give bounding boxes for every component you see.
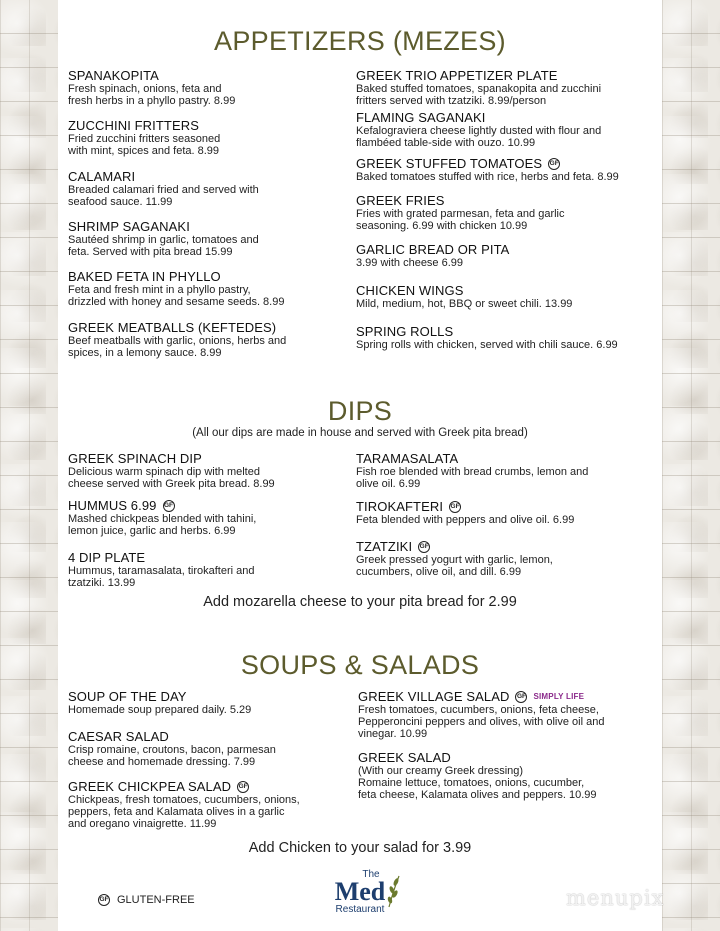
item-desc: Hummus, taramasalata, tirokafteri and [68, 565, 255, 577]
menu-item [356, 157, 656, 183]
item-name: GARLIC BREAD OR PITA [356, 242, 510, 257]
logo-restaurant: Restaurant [335, 904, 385, 915]
menu-item [68, 690, 368, 716]
menu-item [68, 270, 368, 308]
gluten-free-icon: GF [418, 541, 430, 553]
menu-item [356, 111, 656, 149]
item-desc: Feta blended with peppers and olive oil. 6.99 [356, 514, 575, 526]
item-desc: Fresh spinach, onions, feta and [68, 83, 222, 95]
item-name: 4 DIP PLATE [68, 550, 146, 565]
item-desc: fresh herbs in a phyllo pastry. 8.99 [68, 95, 236, 107]
item-desc: drizzled with honey and sesame seeds. 8.99 [68, 296, 285, 308]
menu-item [356, 284, 656, 310]
menu-item [68, 170, 368, 208]
item-desc: (With our creamy Greek dressing) [358, 765, 524, 777]
menu-item [356, 325, 656, 351]
item-desc: seasoning. 6.99 with chicken 10.99 [356, 220, 528, 232]
item-desc: Pepperoncini peppers and olives, with olive oil and [358, 716, 605, 728]
menu-item [68, 551, 368, 589]
item-desc: with mint, spices and feta. 8.99 [68, 145, 220, 157]
dips-note: (All our dips are made in house and served with Greek pita bread) [192, 427, 528, 439]
item-desc: Chickpeas, fresh tomatoes, cucumbers, onions, [68, 794, 300, 806]
menupix-watermark: menupix [566, 886, 665, 910]
item-name: ZUCCHINI FRITTERS [68, 118, 199, 133]
item-name: FLAMING SAGANAKI [356, 110, 486, 125]
item-desc: Kefalograviera cheese lightly dusted with flour and [356, 125, 602, 137]
item-desc: peppers, feta and Kalamata olives in a garlic [68, 806, 285, 818]
menu-item [358, 690, 658, 740]
item-desc: and oregano vinaigrette. 11.99 [68, 818, 217, 830]
item-desc: Fish roe blended with bread crumbs, lemon and [356, 466, 589, 478]
stone-wall-left [0, 0, 58, 931]
gluten-free-icon: GF [98, 894, 110, 906]
item-desc: seafood sauce. 11.99 [68, 196, 173, 208]
salad-addon-note: Add Chicken to your salad for 3.99 [248, 840, 472, 856]
simply-life-badge: SIMPLY LIFE [533, 692, 585, 701]
item-desc: Crisp romaine, croutons, bacon, parmesan [68, 744, 276, 756]
item-desc: Mild, medium, hot, BBQ or sweet chili. 13.99 [356, 298, 573, 310]
dips-addon-note: Add mozarella cheese to your pita bread for 2.99 [203, 594, 517, 610]
logo-the: The [362, 869, 380, 880]
item-desc: Delicious warm spinach dip with melted [68, 466, 260, 478]
gluten-free-icon: GF [548, 158, 560, 170]
item-name: GREEK FRIES [356, 193, 445, 208]
item-desc: Fries with grated parmesan, feta and garlic [356, 208, 565, 220]
item-name: SOUP OF THE DAY [68, 689, 187, 704]
item-name: CAESAR SALAD [68, 729, 169, 744]
menu-item [356, 69, 656, 107]
menu-item [358, 751, 658, 801]
item-name: GREEK MEATBALLS (KEFTEDES) [68, 320, 277, 335]
menu-item [68, 499, 368, 537]
item-desc: Feta and fresh mint in a phyllo pastry, [68, 284, 251, 296]
item-desc: vinegar. 10.99 [358, 728, 428, 740]
item-desc: Sautéed shrimp in garlic, tomatoes and [68, 234, 259, 246]
menu-item [356, 452, 656, 490]
item-desc: Beef meatballs with garlic, onions, herbs and [68, 335, 287, 347]
item-desc: Greek pressed yogurt with garlic, lemon, [356, 554, 553, 566]
item-desc: 3.99 with cheese 6.99 [356, 257, 464, 269]
menu-item [68, 730, 368, 768]
item-name: HUMMUS 6.99 [68, 498, 157, 513]
dips-title: DIPS [327, 396, 393, 426]
menu-item [68, 780, 368, 830]
item-desc: Homemade soup prepared daily. 5.29 [68, 704, 252, 716]
olive-branch-icon [386, 874, 402, 908]
menu-item [68, 69, 368, 107]
item-desc: Breaded calamari fried and served with [68, 184, 259, 196]
stone-wall-right [662, 0, 720, 931]
item-name: GREEK SALAD [358, 750, 451, 765]
item-desc: Baked tomatoes stuffed with rice, herbs and feta. 8.99 [356, 171, 619, 183]
item-desc: Baked stuffed tomatoes, spanakopita and zucchini [356, 83, 602, 95]
item-desc: tzatziki. 13.99 [68, 577, 136, 589]
item-desc: fritters served with tzatziki. 8.99/person [356, 95, 547, 107]
gluten-free-icon: GF [449, 501, 461, 513]
soups-salads-title: SOUPS & SALADS [240, 650, 480, 680]
item-name: TZATZIKI [356, 539, 413, 554]
gluten-free-icon: GF [163, 500, 175, 512]
appetizers-title: APPETIZERS (MEZES) [214, 26, 506, 56]
item-desc: Romaine lettuce, tomatoes, onions, cucumber, [358, 777, 585, 789]
item-name: SPRING ROLLS [356, 324, 454, 339]
gluten-free-legend [98, 894, 195, 906]
item-desc: cheese served with Greek pita bread. 8.99 [68, 478, 275, 490]
item-name: GREEK CHICKPEA SALAD [68, 779, 232, 794]
item-name: GREEK STUFFED TOMATOES [356, 156, 543, 171]
item-desc: Fried zucchini fritters seasoned [68, 133, 221, 145]
item-name: CALAMARI [68, 169, 136, 184]
item-desc: Mashed chickpeas blended with tahini, [68, 513, 257, 525]
item-name: GREEK VILLAGE SALAD [358, 689, 510, 704]
gluten-free-icon: GF [515, 691, 527, 703]
menu-item [68, 220, 368, 258]
menu-item [356, 243, 656, 269]
item-desc: cucumbers, olive oil, and dill. 6.99 [356, 566, 522, 578]
item-name: SHRIMP SAGANAKI [68, 219, 190, 234]
item-desc: spices, in a lemony sauce. 8.99 [68, 347, 222, 359]
menu-item [68, 452, 368, 490]
item-name: GREEK SPINACH DIP [68, 451, 202, 466]
item-name: TARAMASALATA [356, 451, 459, 466]
item-desc: Spring rolls with chicken, served with chili sauce. 6.99 [356, 339, 618, 351]
item-name: BAKED FETA IN PHYLLO [68, 269, 221, 284]
item-desc: cheese and homemade dressing. 7.99 [68, 756, 256, 768]
item-desc: flambéed table-side with ouzo. 10.99 [356, 137, 536, 149]
item-name: TIROKAFTERI [356, 499, 444, 514]
item-desc: Fresh tomatoes, cucumbers, onions, feta cheese, [358, 704, 599, 716]
restaurant-logo [312, 870, 408, 922]
item-desc: olive oil. 6.99 [356, 478, 421, 490]
menu-item [356, 194, 656, 232]
item-desc: feta. Served with pita bread 15.99 [68, 246, 233, 258]
gluten-free-label: GLUTEN-FREE [117, 894, 195, 906]
item-desc: lemon juice, garlic and herbs. 6.99 [68, 525, 236, 537]
item-name: GREEK TRIO APPETIZER PLATE [356, 68, 558, 83]
item-name: CHICKEN WINGS [356, 283, 464, 298]
menu-item [356, 540, 656, 578]
menu-item [356, 500, 656, 526]
item-desc: feta cheese, Kalamata olives and peppers. 10.99 [358, 789, 597, 801]
menu-item [68, 119, 368, 157]
logo-med: Med [334, 877, 386, 906]
gluten-free-icon: GF [237, 781, 249, 793]
menu-item [68, 321, 368, 359]
item-name: SPANAKOPITA [68, 68, 159, 83]
